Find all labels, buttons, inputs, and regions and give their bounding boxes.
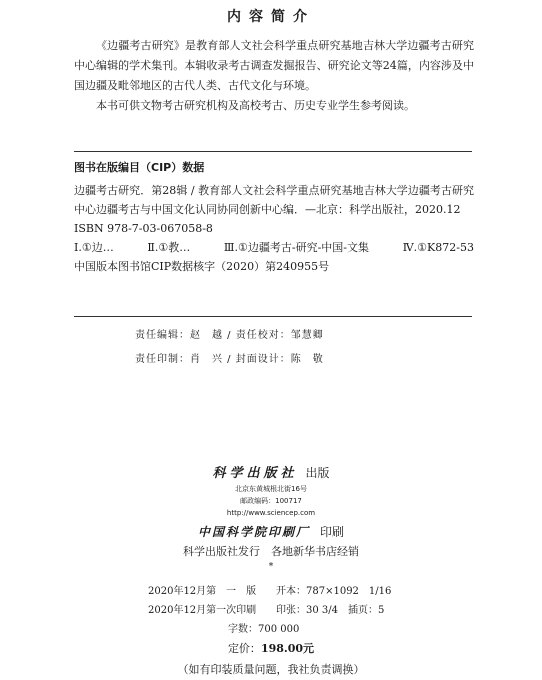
publisher-block bbox=[0, 462, 542, 572]
content-summary bbox=[74, 36, 474, 116]
publisher-postcode: 邮政编码：100717 bbox=[240, 497, 302, 505]
printing-date: 2020年12月第一次印刷 bbox=[148, 605, 257, 616]
separator-star: * bbox=[268, 562, 274, 572]
format-size: 开本：787×1092 1/16 bbox=[276, 586, 392, 597]
price-line bbox=[0, 639, 542, 658]
price-value: 198.00元 bbox=[260, 642, 315, 655]
printer-logo: 中国科学院印刷厂 bbox=[197, 525, 310, 539]
publisher-line bbox=[0, 462, 542, 481]
classification-item: Ⅳ.①K872-53 bbox=[402, 241, 474, 254]
classification-item: Ⅱ.①教… bbox=[147, 241, 191, 254]
printer-line bbox=[0, 523, 542, 540]
publisher-logo: 科学出版社 bbox=[212, 466, 298, 481]
page-title: 内容简介 bbox=[227, 9, 315, 25]
edition-row bbox=[0, 582, 542, 601]
cip-data-block bbox=[74, 158, 474, 276]
production-credits: 责任印制：肖 兴 / 封面设计：陈 敬 bbox=[135, 354, 324, 365]
publisher-label: 出版 bbox=[305, 466, 330, 480]
summary-paragraph-1: 《边疆考古研究》是教育部人文社会科学重点研究基地吉林大学边疆考古研究中心编辑的学术集刊。本辑收录考古调查发掘报告、研究论文等24篇，内容涉及中国边疆及毗邻地区的古代人类、古代文化与环境。 bbox=[74, 39, 474, 92]
edition-date: 2020年12月第 一 版 bbox=[148, 586, 257, 597]
price-label: 定价： bbox=[227, 642, 261, 655]
printer-label: 印刷 bbox=[320, 525, 345, 539]
isbn: ISBN 978-7-03-067058-8 bbox=[74, 222, 213, 235]
cip-bottom-rule bbox=[74, 316, 472, 317]
classification-item: Ⅲ.①边疆考古-研究-中国-文集 bbox=[223, 241, 370, 254]
quality-note: （如有印装质量问题，我社负责调换） bbox=[177, 663, 365, 676]
editor-credits: 责任编辑：赵 越 / 责任校对：邹慧卿 bbox=[135, 330, 324, 341]
classification-row bbox=[74, 238, 474, 257]
distribution-line: 科学出版社发行 各地新华书店经销 bbox=[183, 545, 359, 558]
cip-header: 图书在版编目（CIP）数据 bbox=[74, 161, 205, 174]
word-count: 字数：700 000 bbox=[228, 624, 300, 635]
cip-description: 边疆考古研究．第28辑 / 教育部人文社会科学重点研究基地吉林大学边疆考古研究中心边疆考古与中国文化认同协同创新中心编．—北京：科学出版社，2020.12 bbox=[74, 184, 474, 216]
sheets-count: 印张：30 3/4 插页：5 bbox=[276, 605, 385, 616]
printing-row bbox=[0, 601, 542, 620]
publisher-url: http://www.sciencep.com bbox=[226, 509, 316, 517]
classification-item: Ⅰ.①边… bbox=[74, 241, 114, 254]
edition-specs bbox=[0, 582, 542, 679]
words-row bbox=[0, 620, 542, 639]
publisher-address: 北京东黄城根北街16号 bbox=[235, 485, 307, 493]
cip-number: 中国版本图书馆CIP数据核字（2020）第240955号 bbox=[74, 260, 330, 273]
cip-top-rule bbox=[74, 151, 472, 152]
summary-paragraph-2: 本书可供文物考古研究机构及高校考古、历史专业学生参考阅读。 bbox=[96, 99, 415, 112]
